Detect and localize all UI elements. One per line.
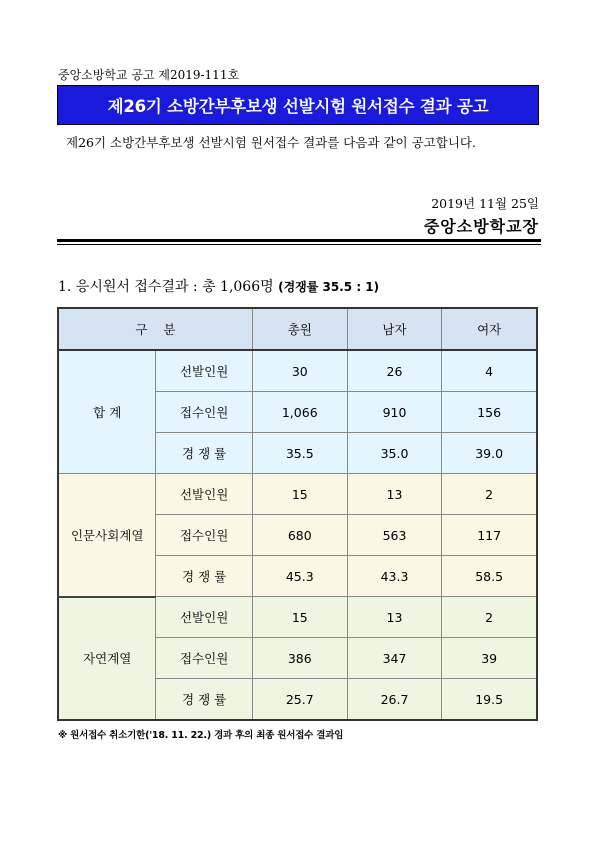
table-row: [58, 350, 537, 392]
notice-number: 중앙소방학교 공고 제2019-111호: [58, 68, 240, 82]
cell-total: 35.5: [252, 433, 347, 474]
section-heading: [58, 276, 379, 296]
cell-female: 117: [442, 515, 537, 556]
results-table: [57, 307, 538, 721]
cell-male: 13: [347, 474, 442, 515]
row-label: 접수인원: [156, 392, 252, 433]
cell-female: 39: [442, 638, 537, 679]
divider-thin: [57, 244, 541, 245]
cell-total: 15: [252, 474, 347, 515]
cell-male: 13: [347, 597, 442, 638]
cell-female: 58.5: [442, 556, 537, 597]
cell-male: 910: [347, 392, 442, 433]
cell-male: 347: [347, 638, 442, 679]
cell-male: 563: [347, 515, 442, 556]
header-female: 여자: [442, 308, 537, 350]
section-heading-text: 1. 응시원서 접수결과 : 총 1,066명: [58, 279, 274, 295]
row-label: 접수인원: [156, 638, 252, 679]
group-label: 자연계열: [58, 597, 156, 721]
row-label: 접수인원: [156, 515, 252, 556]
header-male: 남자: [347, 308, 442, 350]
row-label: 경 쟁 률: [156, 679, 252, 721]
footnote: ※ 원서접수 취소기한('18. 11. 22.) 경과 후의 최종 원서접수 결과임: [58, 730, 344, 741]
row-label: 경 쟁 률: [156, 433, 252, 474]
cell-female: 2: [442, 474, 537, 515]
cell-total: 1,066: [252, 392, 347, 433]
table-header-row: [58, 308, 537, 350]
issuer-name: 중앙소방학교장: [423, 217, 539, 236]
cell-male: 26: [347, 350, 442, 392]
cell-total: 30: [252, 350, 347, 392]
cell-male: 26.7: [347, 679, 442, 721]
competition-ratio-note: (경쟁률 35.5 : 1): [278, 280, 380, 294]
cell-total: 15: [252, 597, 347, 638]
divider-thick: [57, 239, 541, 242]
header-category: 구 분: [58, 308, 252, 350]
table-row: [58, 597, 537, 638]
cell-female: 39.0: [442, 433, 537, 474]
cell-female: 156: [442, 392, 537, 433]
cell-total: 680: [252, 515, 347, 556]
group-label: 합 계: [58, 350, 156, 474]
intro-paragraph: 제26기 소방간부후보생 선발시험 원서접수 결과를 다음과 같이 공고합니다.: [66, 135, 476, 150]
group-label: 인문사회계열: [58, 474, 156, 597]
cell-female: 4: [442, 350, 537, 392]
cell-total: 25.7: [252, 679, 347, 721]
cell-male: 43.3: [347, 556, 442, 597]
row-label: 선발인원: [156, 474, 252, 515]
announcement-date: 2019년 11월 25일: [431, 196, 539, 211]
cell-female: 2: [442, 597, 537, 638]
cell-total: 386: [252, 638, 347, 679]
row-label: 경 쟁 률: [156, 556, 252, 597]
cell-male: 35.0: [347, 433, 442, 474]
table-row: [58, 474, 537, 515]
page-title: 제26기 소방간부후보생 선발시험 원서접수 결과 공고: [107, 97, 489, 116]
row-label: 선발인원: [156, 597, 252, 638]
cell-female: 19.5: [442, 679, 537, 721]
cell-total: 45.3: [252, 556, 347, 597]
row-label: 선발인원: [156, 350, 252, 392]
title-banner: [57, 85, 539, 125]
header-total: 총원: [252, 308, 347, 350]
